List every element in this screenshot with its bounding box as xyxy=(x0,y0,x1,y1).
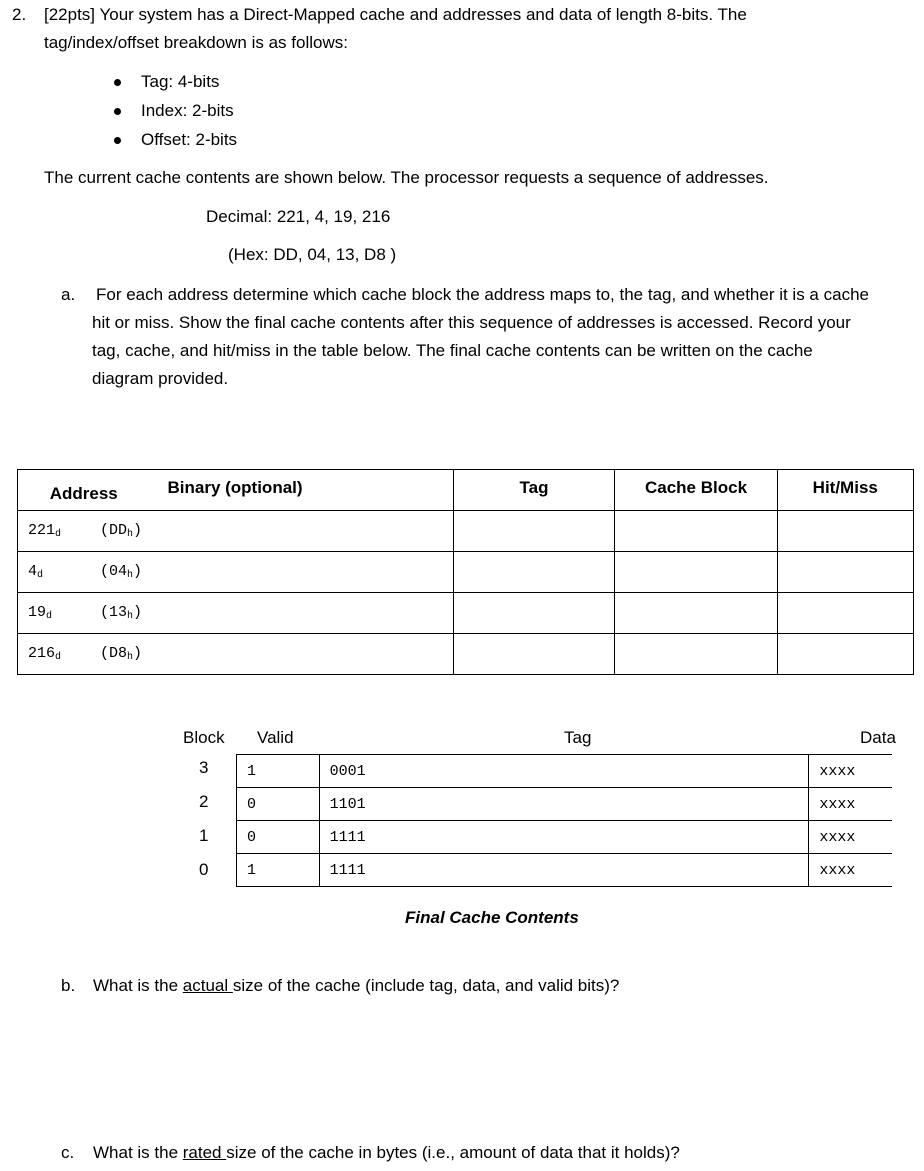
question-number: 2. xyxy=(12,5,27,24)
tag-answer-cell[interactable] xyxy=(453,634,615,675)
tag-answer-cell[interactable] xyxy=(453,552,615,593)
contents-line: The current cache contents are shown below. The processor requests a sequence of addresses. xyxy=(44,168,769,187)
part-a-line4: diagram provided. xyxy=(92,369,229,388)
address-table-header xyxy=(18,470,914,511)
address-cell: $4_d$ $(04_h)$ xyxy=(18,552,454,593)
table-row xyxy=(18,634,914,675)
cache-block-answer-cell[interactable] xyxy=(615,634,777,675)
data-cell[interactable]: xxxx xyxy=(809,854,892,887)
part-a-line2: hit or miss. Show the final cache contents after this sequence of addresses is accessed. Record your xyxy=(92,313,851,332)
address-cell: $221_d$ $(DD_h)$ xyxy=(18,511,454,552)
data-cell[interactable]: xxxx xyxy=(809,821,892,854)
decimal-line: Decimal: 221, 4, 19, 216 xyxy=(206,207,391,226)
part-a-line3: tag, cache, and hit/miss in the table below. The final cache contents can be written on the cache xyxy=(92,341,813,360)
part-b-question: What is the actual size of the cache (include tag, data, and valid bits)? xyxy=(93,976,620,995)
cache-table xyxy=(236,754,892,887)
bullet-index: Index: 2-bits xyxy=(141,101,234,120)
cache-row xyxy=(237,821,893,854)
bullet-dot xyxy=(114,79,121,86)
cache-header-data: Data xyxy=(860,728,896,747)
part-c-label: c. xyxy=(61,1143,75,1162)
cache-block-answer-cell[interactable] xyxy=(615,511,777,552)
hit-miss-answer-cell[interactable] xyxy=(777,634,913,675)
question-points: [22pts] xyxy=(44,5,96,24)
cache-block-answer-cell[interactable] xyxy=(615,552,777,593)
hit-miss-answer-cell[interactable] xyxy=(777,511,913,552)
part-a-label: a. xyxy=(61,285,76,304)
table-row xyxy=(18,552,914,593)
hex-line: (Hex: DD, 04, 13, D8 ) xyxy=(228,245,397,264)
cache-row xyxy=(237,755,893,788)
valid-cell[interactable]: 1 xyxy=(237,755,320,788)
tag-cell[interactable]: 1111 xyxy=(319,821,809,854)
cache-row xyxy=(237,788,893,821)
valid-cell[interactable]: 1 xyxy=(237,854,320,887)
hit-miss-answer-cell[interactable] xyxy=(777,552,913,593)
header-hit-miss: Hit/Miss xyxy=(777,470,913,511)
header-tag: Tag xyxy=(453,470,615,511)
cache-header-tag: Tag xyxy=(564,728,592,747)
tag-answer-cell[interactable] xyxy=(453,593,615,634)
address-cell: $216_d$ $(D8_h)$ xyxy=(18,634,454,675)
data-cell[interactable]: xxxx xyxy=(809,788,892,821)
bullet-dot xyxy=(114,137,121,144)
cache-row xyxy=(237,854,893,887)
table-row xyxy=(18,511,914,552)
tag-cell[interactable]: 0001 xyxy=(319,755,809,788)
hit-miss-answer-cell[interactable] xyxy=(777,593,913,634)
question-stem-line1 xyxy=(44,5,747,25)
valid-cell[interactable]: 0 xyxy=(237,788,320,821)
question-stem-line2: tag/index/offset breakdown is as follows: xyxy=(44,33,348,52)
cache-caption: Final Cache Contents xyxy=(405,908,579,927)
part-c-question: What is the rated size of the cache in bytes (i.e., amount of data that it holds)? xyxy=(93,1143,680,1162)
address-table xyxy=(17,469,914,675)
block-number: 1 xyxy=(199,826,209,845)
cache-header-block: Block xyxy=(183,728,225,747)
block-number: 2 xyxy=(199,792,209,811)
bullet-dot xyxy=(114,108,121,115)
tag-answer-cell[interactable] xyxy=(453,511,615,552)
data-cell[interactable]: xxxx xyxy=(809,755,892,788)
cache-block-answer-cell[interactable] xyxy=(615,593,777,634)
table-row xyxy=(18,593,914,634)
block-number: 3 xyxy=(199,758,209,777)
tag-cell[interactable]: 1101 xyxy=(319,788,809,821)
block-number: 0 xyxy=(199,860,209,879)
cache-header-valid: Valid xyxy=(257,728,294,747)
tag-cell[interactable]: 1111 xyxy=(319,854,809,887)
valid-cell[interactable]: 0 xyxy=(237,821,320,854)
bullet-tag: Tag: 4-bits xyxy=(141,72,220,91)
part-a-line1: For each address determine which cache block the address maps to, the tag, and whether it is a cache xyxy=(96,285,869,304)
header-binary: Binary (optional) xyxy=(149,470,453,511)
address-cell: $19_d$ $(13_h)$ xyxy=(18,593,454,634)
bullet-offset: Offset: 2-bits xyxy=(141,130,238,149)
part-b-label: b. xyxy=(61,976,76,995)
header-cache-block: Cache Block xyxy=(615,470,777,511)
question-stem-text: Your system has a Direct-Mapped cache and addresses and data of length 8-bits. The xyxy=(99,5,747,24)
header-address: Address xyxy=(18,470,150,511)
